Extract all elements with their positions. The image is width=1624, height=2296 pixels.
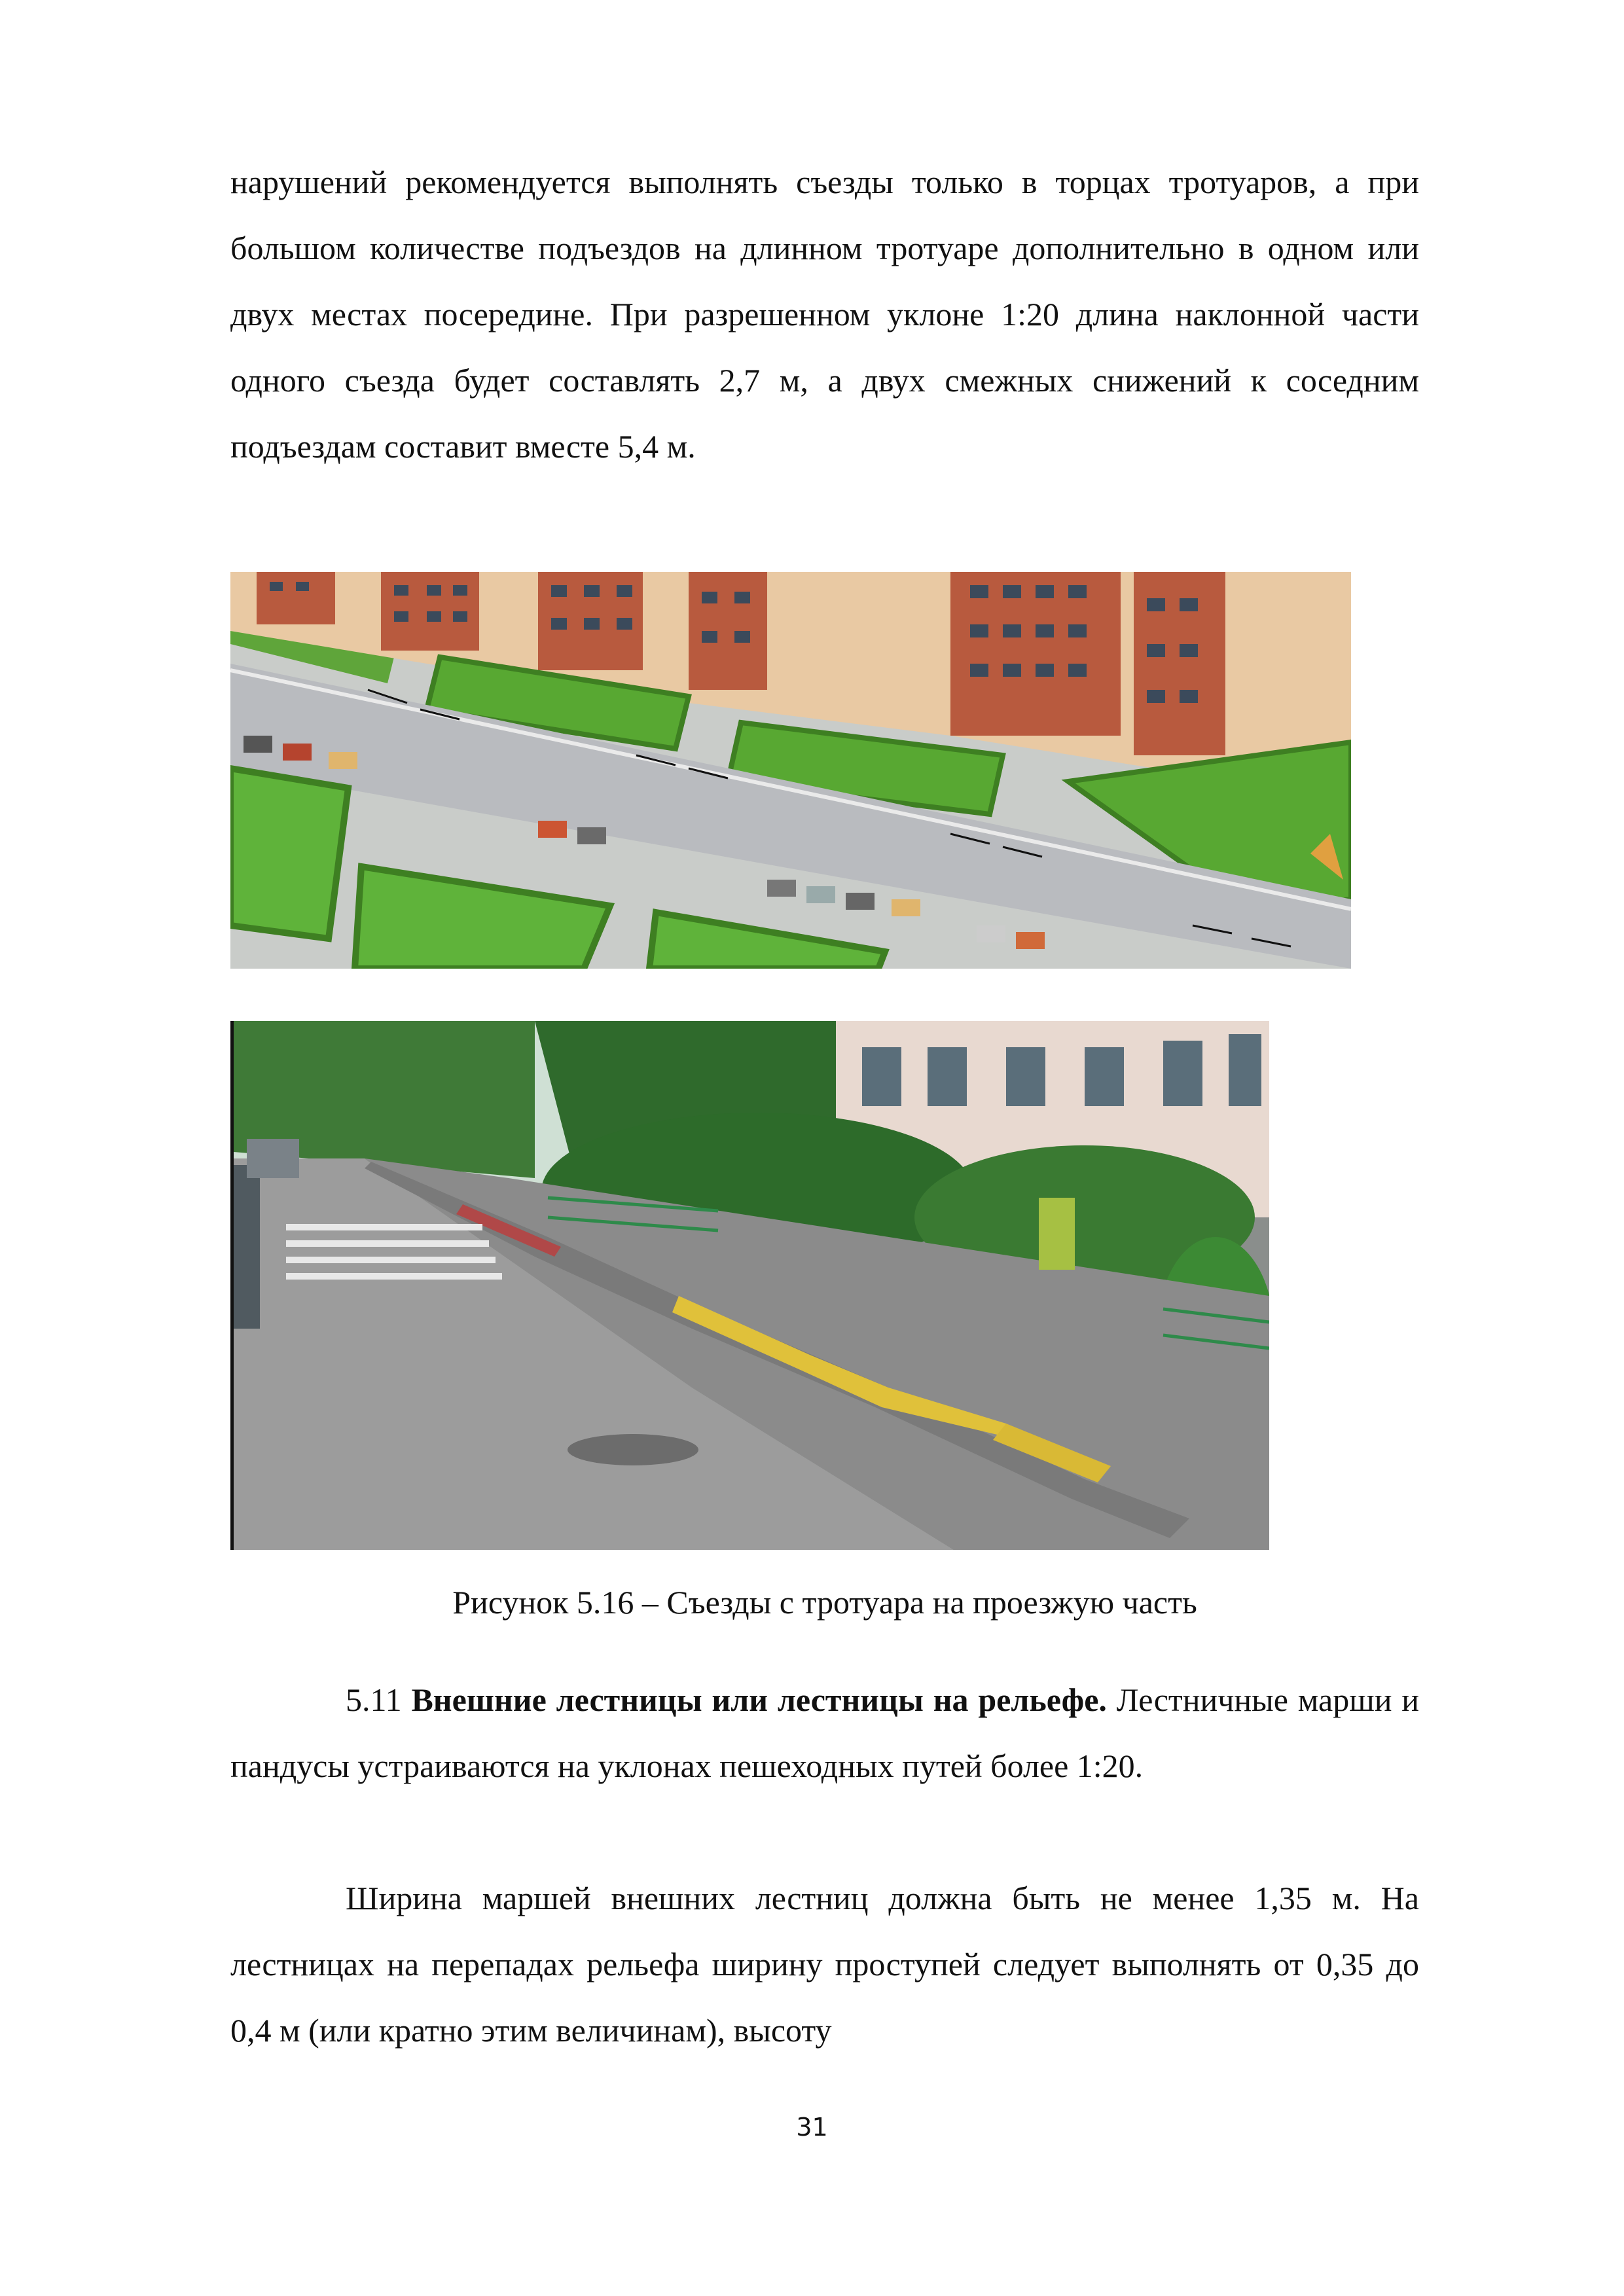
paragraph-top-text: нарушений рекомендуется выполнять съезды только в торцах тротуаров, а при большом количестве подъездов на длинном тротуаре дополнительно в одном или двух местах посередине. При разрешенном уклоне 1:20 длина наклонной части одного съезда будет составлять 2,7 м, а двух смежных снижений к соседним подъездам составит вместе 5,4 м. <box>230 164 1419 465</box>
paragraph-bottom-text: Ширина маршей внешних лестниц должна быть не менее 1,35 м. На лестницах на перепадах рельефа ширину проступей следует выполнять от 0,35 до 0,4 м (или кратно этим величинам), высоту <box>230 1880 1419 2049</box>
curb-ramp-photo-image <box>234 1021 1269 1550</box>
section-number: 5.11 <box>346 1681 402 1718</box>
section-text: Лестничные марши и пандусы устраиваются на уклонах пешеходных путей более 1:20. <box>230 1681 1420 1784</box>
body-paragraph-bottom <box>230 1865 1419 2064</box>
section-paragraph <box>230 1667 1419 1799</box>
body-paragraph-top <box>230 149 1419 480</box>
figure-aerial-illustration <box>230 572 1351 969</box>
section-heading: Внешние лестницы или лестницы на рельефе. <box>411 1681 1107 1718</box>
figure-curb-ramp-photo <box>230 1021 1269 1550</box>
section-paragraph-text <box>230 1667 1419 1799</box>
page-number: 31 <box>796 2113 828 2142</box>
figure-caption: Рисунок 5.16 – Съезды с тротуара на проезжую часть <box>452 1584 1197 1621</box>
aerial-illustration-image <box>230 572 1351 969</box>
